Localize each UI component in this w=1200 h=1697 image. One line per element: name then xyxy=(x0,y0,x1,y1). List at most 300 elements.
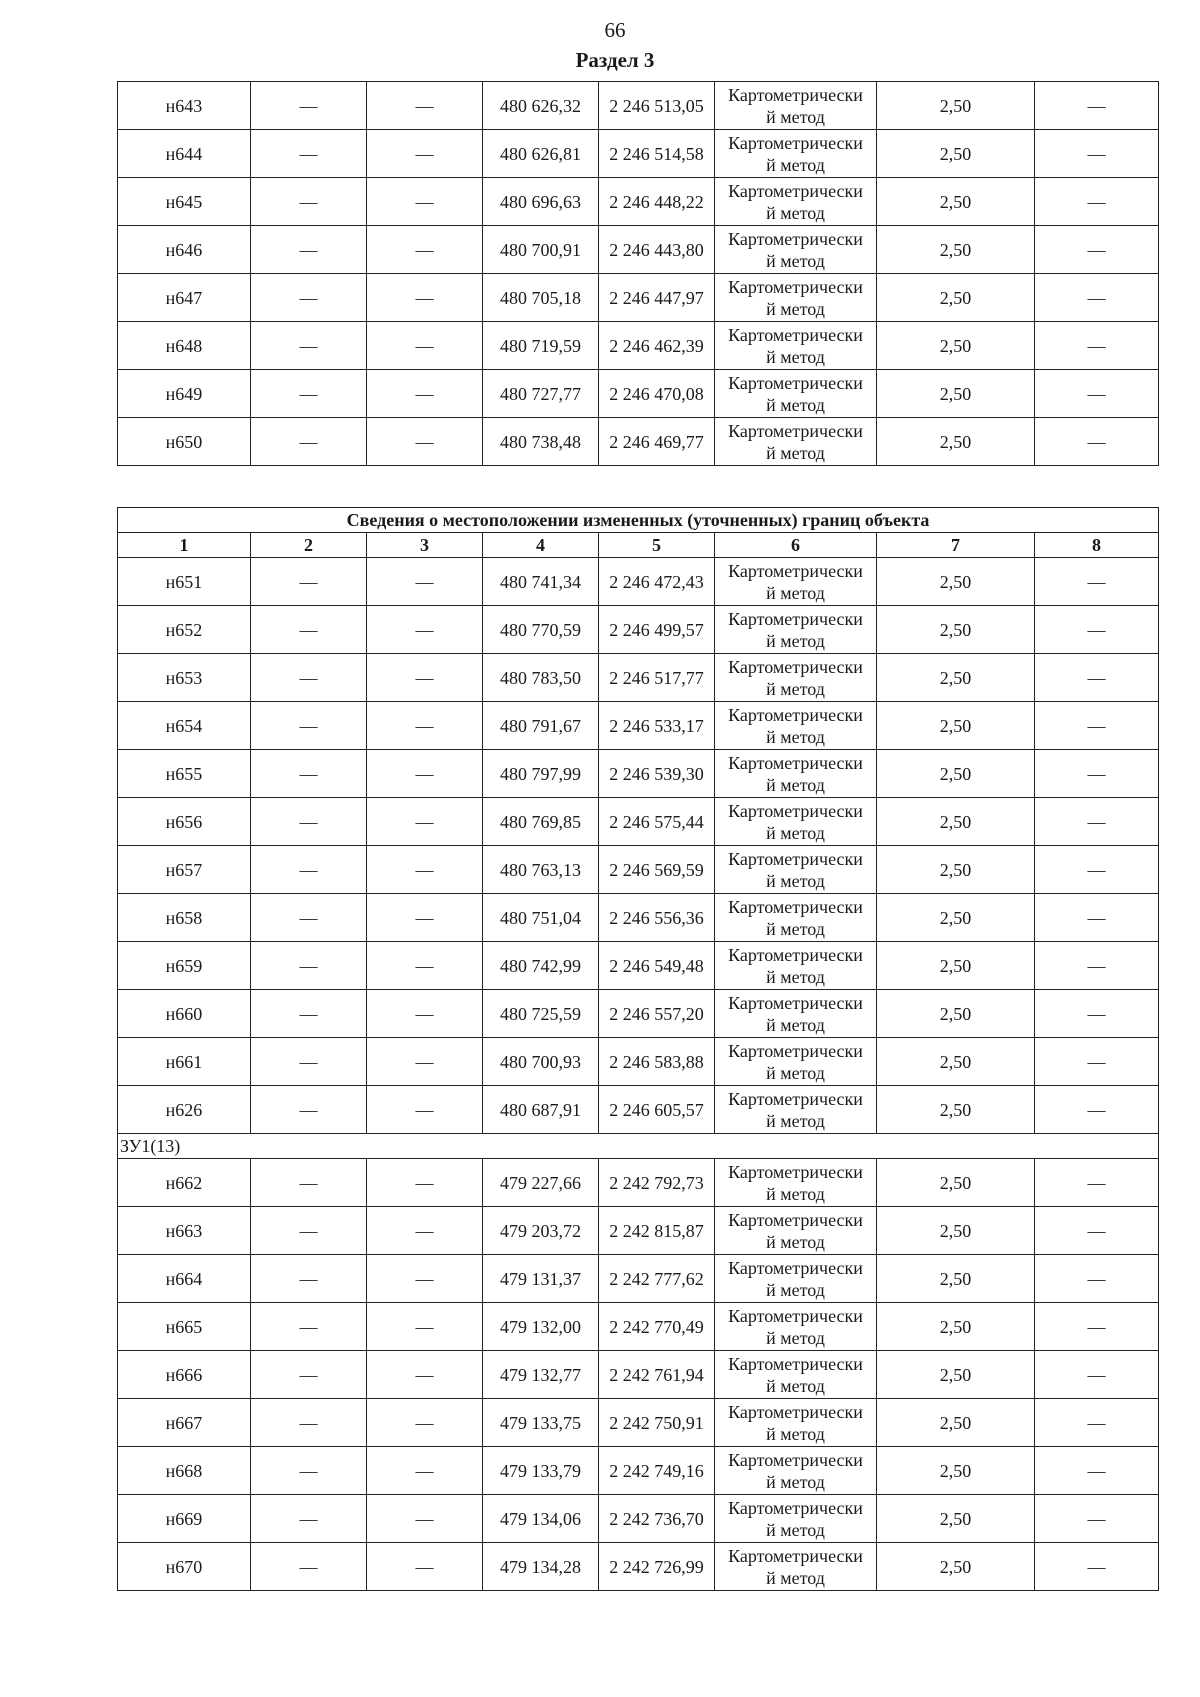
column-number: 6 xyxy=(715,533,877,558)
cell-coord-y: 2 246 569,59 xyxy=(599,846,715,894)
method-line-1: Картометрически xyxy=(728,324,863,345)
cell-accuracy: 2,50 xyxy=(877,178,1035,226)
cell-col-8: — xyxy=(1035,1447,1159,1495)
table-row xyxy=(118,1159,1159,1207)
section-title: Раздел 3 xyxy=(575,48,655,72)
method-line-1: Картометрически xyxy=(728,1449,863,1470)
cell-point-name: н670 xyxy=(118,1543,251,1591)
cell-coord-y: 2 246 447,97 xyxy=(599,274,715,322)
method-line-1: Картометрически xyxy=(728,1497,863,1518)
table-row xyxy=(118,130,1159,178)
cell-coord-x: 480 719,59 xyxy=(483,322,599,370)
cell-col-2: — xyxy=(251,654,367,702)
column-number: 2 xyxy=(251,533,367,558)
method-line-2: й метод xyxy=(766,346,825,367)
cell-method xyxy=(715,1255,877,1303)
cell-method xyxy=(715,1159,877,1207)
coordinates-table-body xyxy=(118,82,1159,466)
cell-point-name: н663 xyxy=(118,1207,251,1255)
cell-col-3: — xyxy=(367,702,483,750)
method-line-1: Картометрически xyxy=(728,1040,863,1061)
cell-col-2: — xyxy=(251,418,367,466)
method-line-2: й метод xyxy=(766,726,825,747)
coordinates-table-continued xyxy=(117,81,1159,466)
table-row xyxy=(118,1207,1159,1255)
cell-col-3: — xyxy=(367,846,483,894)
cell-accuracy: 2,50 xyxy=(877,274,1035,322)
cell-accuracy: 2,50 xyxy=(877,1399,1035,1447)
method-line-2: й метод xyxy=(766,822,825,843)
table-row xyxy=(118,418,1159,466)
cell-col-3: — xyxy=(367,226,483,274)
table-row xyxy=(118,370,1159,418)
method-line-2: й метод xyxy=(766,1062,825,1083)
cell-col-3: — xyxy=(367,418,483,466)
method-line-1: Картометрически xyxy=(728,372,863,393)
cell-coord-y: 2 246 469,77 xyxy=(599,418,715,466)
cell-col-2: — xyxy=(251,178,367,226)
table-row xyxy=(118,990,1159,1038)
cell-method xyxy=(715,1543,877,1591)
cell-col-3: — xyxy=(367,894,483,942)
cell-coord-y: 2 246 513,05 xyxy=(599,82,715,130)
cell-accuracy: 2,50 xyxy=(877,322,1035,370)
cell-coord-x: 479 132,77 xyxy=(483,1351,599,1399)
method-line-2: й метод xyxy=(766,1567,825,1588)
cell-accuracy: 2,50 xyxy=(877,226,1035,274)
boundary-table-body xyxy=(118,508,1159,1591)
cell-method xyxy=(715,418,877,466)
method-line-1: Картометрически xyxy=(728,752,863,773)
method-line-2: й метод xyxy=(766,1423,825,1444)
cell-coord-x: 480 727,77 xyxy=(483,370,599,418)
cell-method xyxy=(715,274,877,322)
cell-coord-y: 2 246 517,77 xyxy=(599,654,715,702)
cell-point-name: н652 xyxy=(118,606,251,654)
table-row xyxy=(118,1351,1159,1399)
cell-accuracy: 2,50 xyxy=(877,1351,1035,1399)
cell-method xyxy=(715,1351,877,1399)
cell-col-2: — xyxy=(251,130,367,178)
cell-coord-x: 479 134,28 xyxy=(483,1543,599,1591)
cell-col-3: — xyxy=(367,1038,483,1086)
cell-col-2: — xyxy=(251,370,367,418)
cell-accuracy: 2,50 xyxy=(877,606,1035,654)
column-number: 5 xyxy=(599,533,715,558)
cell-method xyxy=(715,1038,877,1086)
cell-point-name: н651 xyxy=(118,558,251,606)
cell-col-8: — xyxy=(1035,654,1159,702)
cell-accuracy: 2,50 xyxy=(877,702,1035,750)
cell-method xyxy=(715,942,877,990)
cell-col-3: — xyxy=(367,1086,483,1134)
cell-col-8: — xyxy=(1035,750,1159,798)
cell-point-name: н657 xyxy=(118,846,251,894)
method-line-2: й метод xyxy=(766,1519,825,1540)
cell-col-3: — xyxy=(367,1351,483,1399)
method-line-2: й метод xyxy=(766,154,825,175)
cell-coord-y: 2 246 462,39 xyxy=(599,322,715,370)
cell-col-2: — xyxy=(251,1543,367,1591)
cell-col-8: — xyxy=(1035,606,1159,654)
cell-col-3: — xyxy=(367,1447,483,1495)
cell-col-8: — xyxy=(1035,418,1159,466)
cell-point-name: н666 xyxy=(118,1351,251,1399)
cell-col-2: — xyxy=(251,846,367,894)
cell-point-name: н650 xyxy=(118,418,251,466)
cell-point-name: н660 xyxy=(118,990,251,1038)
cell-coord-y: 2 242 761,94 xyxy=(599,1351,715,1399)
cell-col-2: — xyxy=(251,894,367,942)
method-line-2: й метод xyxy=(766,678,825,699)
cell-col-8: — xyxy=(1035,82,1159,130)
method-line-1: Картометрически xyxy=(728,228,863,249)
cell-method xyxy=(715,1207,877,1255)
cell-coord-x: 480 700,93 xyxy=(483,1038,599,1086)
cell-method xyxy=(715,654,877,702)
cell-coord-x: 480 741,34 xyxy=(483,558,599,606)
cell-col-3: — xyxy=(367,750,483,798)
cell-coord-x: 480 769,85 xyxy=(483,798,599,846)
table-row xyxy=(118,654,1159,702)
cell-method xyxy=(715,702,877,750)
cell-coord-x: 480 700,91 xyxy=(483,226,599,274)
cell-col-8: — xyxy=(1035,702,1159,750)
cell-coord-x: 480 687,91 xyxy=(483,1086,599,1134)
method-line-2: й метод xyxy=(766,918,825,939)
cell-coord-y: 2 242 736,70 xyxy=(599,1495,715,1543)
table-row xyxy=(118,846,1159,894)
cell-method xyxy=(715,130,877,178)
method-line-1: Картометрически xyxy=(728,656,863,677)
cell-col-8: — xyxy=(1035,846,1159,894)
cell-col-8: — xyxy=(1035,274,1159,322)
method-line-2: й метод xyxy=(766,1375,825,1396)
cell-col-2: — xyxy=(251,322,367,370)
table-row xyxy=(118,702,1159,750)
cell-method xyxy=(715,1399,877,1447)
cell-col-2: — xyxy=(251,1159,367,1207)
cell-col-2: — xyxy=(251,1399,367,1447)
cell-col-2: — xyxy=(251,1495,367,1543)
cell-method xyxy=(715,1303,877,1351)
cell-point-name: н659 xyxy=(118,942,251,990)
table-row xyxy=(118,1303,1159,1351)
cell-coord-x: 480 626,32 xyxy=(483,82,599,130)
group-label: ЗУ1(13) xyxy=(118,1134,1159,1159)
cell-coord-y: 2 246 557,20 xyxy=(599,990,715,1038)
cell-col-8: — xyxy=(1035,1351,1159,1399)
method-line-2: й метод xyxy=(766,298,825,319)
cell-col-3: — xyxy=(367,274,483,322)
method-line-2: й метод xyxy=(766,966,825,987)
cell-accuracy: 2,50 xyxy=(877,370,1035,418)
cell-accuracy: 2,50 xyxy=(877,1495,1035,1543)
cell-coord-y: 2 246 583,88 xyxy=(599,1038,715,1086)
cell-accuracy: 2,50 xyxy=(877,990,1035,1038)
method-line-2: й метод xyxy=(766,870,825,891)
cell-accuracy: 2,50 xyxy=(877,558,1035,606)
cell-accuracy: 2,50 xyxy=(877,1207,1035,1255)
cell-point-name: н656 xyxy=(118,798,251,846)
cell-accuracy: 2,50 xyxy=(877,942,1035,990)
cell-col-8: — xyxy=(1035,370,1159,418)
cell-col-3: — xyxy=(367,558,483,606)
cell-accuracy: 2,50 xyxy=(877,846,1035,894)
cell-accuracy: 2,50 xyxy=(877,1159,1035,1207)
method-line-1: Картометрически xyxy=(728,132,863,153)
cell-method xyxy=(715,990,877,1038)
method-line-2: й метод xyxy=(766,442,825,463)
cell-col-2: — xyxy=(251,990,367,1038)
cell-col-8: — xyxy=(1035,1303,1159,1351)
cell-col-3: — xyxy=(367,606,483,654)
method-line-2: й метод xyxy=(766,1110,825,1131)
cell-method xyxy=(715,606,877,654)
cell-coord-y: 2 242 770,49 xyxy=(599,1303,715,1351)
table-row xyxy=(118,82,1159,130)
cell-method xyxy=(715,750,877,798)
cell-col-8: — xyxy=(1035,1399,1159,1447)
method-line-1: Картометрически xyxy=(728,1209,863,1230)
cell-col-8: — xyxy=(1035,1086,1159,1134)
column-number: 7 xyxy=(877,533,1035,558)
cell-col-2: — xyxy=(251,702,367,750)
cell-col-3: — xyxy=(367,798,483,846)
cell-coord-y: 2 246 556,36 xyxy=(599,894,715,942)
method-line-1: Картометрически xyxy=(728,1257,863,1278)
cell-col-3: — xyxy=(367,1543,483,1591)
cell-accuracy: 2,50 xyxy=(877,1255,1035,1303)
cell-col-2: — xyxy=(251,750,367,798)
cell-coord-y: 2 246 514,58 xyxy=(599,130,715,178)
method-line-2: й метод xyxy=(766,1327,825,1348)
method-line-2: й метод xyxy=(766,394,825,415)
table-caption-row xyxy=(118,508,1159,533)
cell-col-8: — xyxy=(1035,798,1159,846)
method-line-2: й метод xyxy=(766,250,825,271)
table-row xyxy=(118,798,1159,846)
table-row xyxy=(118,226,1159,274)
cell-col-8: — xyxy=(1035,558,1159,606)
cell-coord-y: 2 242 792,73 xyxy=(599,1159,715,1207)
cell-accuracy: 2,50 xyxy=(877,1303,1035,1351)
cell-coord-x: 480 696,63 xyxy=(483,178,599,226)
column-number: 1 xyxy=(118,533,251,558)
cell-col-3: — xyxy=(367,654,483,702)
table-row xyxy=(118,1086,1159,1134)
method-line-1: Картометрически xyxy=(728,276,863,297)
cell-point-name: н668 xyxy=(118,1447,251,1495)
method-line-1: Картометрически xyxy=(728,1401,863,1422)
cell-coord-x: 479 133,75 xyxy=(483,1399,599,1447)
cell-point-name: н669 xyxy=(118,1495,251,1543)
cell-col-8: — xyxy=(1035,178,1159,226)
cell-col-2: — xyxy=(251,1351,367,1399)
method-line-1: Картометрически xyxy=(728,944,863,965)
cell-col-3: — xyxy=(367,942,483,990)
method-line-1: Картометрически xyxy=(728,560,863,581)
method-line-2: й метод xyxy=(766,106,825,127)
cell-coord-y: 2 246 605,57 xyxy=(599,1086,715,1134)
cell-coord-x: 480 797,99 xyxy=(483,750,599,798)
cell-col-2: — xyxy=(251,82,367,130)
cell-col-8: — xyxy=(1035,1495,1159,1543)
cell-point-name: н645 xyxy=(118,178,251,226)
page-number: 66 xyxy=(604,18,626,42)
table-row xyxy=(118,1255,1159,1303)
method-line-2: й метод xyxy=(766,1279,825,1300)
cell-col-8: — xyxy=(1035,1255,1159,1303)
cell-point-name: н648 xyxy=(118,322,251,370)
cell-col-8: — xyxy=(1035,226,1159,274)
cell-point-name: н626 xyxy=(118,1086,251,1134)
method-line-1: Картометрически xyxy=(728,84,863,105)
method-line-2: й метод xyxy=(766,582,825,603)
cell-coord-x: 480 770,59 xyxy=(483,606,599,654)
method-line-1: Картометрически xyxy=(728,608,863,629)
column-numbers-row xyxy=(118,533,1159,558)
cell-coord-x: 480 763,13 xyxy=(483,846,599,894)
cell-col-3: — xyxy=(367,1399,483,1447)
cell-method xyxy=(715,1447,877,1495)
cell-coord-x: 479 134,06 xyxy=(483,1495,599,1543)
cell-coord-x: 480 783,50 xyxy=(483,654,599,702)
boundary-coordinates-table xyxy=(117,507,1159,1591)
cell-coord-y: 2 242 750,91 xyxy=(599,1399,715,1447)
method-line-1: Картометрически xyxy=(728,180,863,201)
table-row xyxy=(118,1447,1159,1495)
cell-coord-x: 480 626,81 xyxy=(483,130,599,178)
cell-coord-x: 480 791,67 xyxy=(483,702,599,750)
cell-col-8: — xyxy=(1035,322,1159,370)
table-caption: Сведения о местоположении измененных (уточненных) границ объекта xyxy=(118,508,1159,533)
cell-coord-y: 2 246 499,57 xyxy=(599,606,715,654)
cell-accuracy: 2,50 xyxy=(877,82,1035,130)
cell-method xyxy=(715,558,877,606)
cell-col-8: — xyxy=(1035,1038,1159,1086)
method-line-1: Картометрически xyxy=(728,420,863,441)
cell-coord-y: 2 246 448,22 xyxy=(599,178,715,226)
cell-point-name: н664 xyxy=(118,1255,251,1303)
column-number: 4 xyxy=(483,533,599,558)
table-row xyxy=(118,558,1159,606)
cell-point-name: н653 xyxy=(118,654,251,702)
cell-coord-x: 479 203,72 xyxy=(483,1207,599,1255)
cell-col-2: — xyxy=(251,226,367,274)
cell-col-2: — xyxy=(251,1303,367,1351)
cell-accuracy: 2,50 xyxy=(877,654,1035,702)
method-line-1: Картометрически xyxy=(728,704,863,725)
cell-col-3: — xyxy=(367,1255,483,1303)
cell-point-name: н647 xyxy=(118,274,251,322)
cell-coord-x: 480 751,04 xyxy=(483,894,599,942)
cell-col-8: — xyxy=(1035,942,1159,990)
cell-method xyxy=(715,798,877,846)
cell-col-3: — xyxy=(367,82,483,130)
method-line-1: Картометрически xyxy=(728,1161,863,1182)
column-number: 3 xyxy=(367,533,483,558)
cell-coord-y: 2 246 470,08 xyxy=(599,370,715,418)
cell-point-name: н654 xyxy=(118,702,251,750)
cell-accuracy: 2,50 xyxy=(877,1038,1035,1086)
cell-point-name: н643 xyxy=(118,82,251,130)
cell-col-2: — xyxy=(251,274,367,322)
method-line-2: й метод xyxy=(766,1231,825,1252)
cell-method xyxy=(715,82,877,130)
cell-col-2: — xyxy=(251,1038,367,1086)
cell-coord-x: 480 725,59 xyxy=(483,990,599,1038)
cell-col-3: — xyxy=(367,1159,483,1207)
cell-col-3: — xyxy=(367,1207,483,1255)
cell-coord-x: 479 227,66 xyxy=(483,1159,599,1207)
cell-coord-y: 2 242 815,87 xyxy=(599,1207,715,1255)
cell-col-8: — xyxy=(1035,990,1159,1038)
cell-coord-y: 2 242 726,99 xyxy=(599,1543,715,1591)
cell-coord-x: 479 132,00 xyxy=(483,1303,599,1351)
cell-col-3: — xyxy=(367,130,483,178)
cell-coord-y: 2 246 533,17 xyxy=(599,702,715,750)
method-line-1: Картометрически xyxy=(728,800,863,821)
cell-coord-y: 2 246 539,30 xyxy=(599,750,715,798)
method-line-1: Картометрически xyxy=(728,1305,863,1326)
cell-col-8: — xyxy=(1035,894,1159,942)
cell-col-2: — xyxy=(251,1086,367,1134)
table-row xyxy=(118,322,1159,370)
cell-col-3: — xyxy=(367,322,483,370)
cell-method xyxy=(715,846,877,894)
cell-col-2: — xyxy=(251,606,367,654)
method-line-2: й метод xyxy=(766,202,825,223)
cell-point-name: н646 xyxy=(118,226,251,274)
method-line-1: Картометрически xyxy=(728,848,863,869)
table-row xyxy=(118,942,1159,990)
cell-col-2: — xyxy=(251,558,367,606)
table-row xyxy=(118,606,1159,654)
cell-method xyxy=(715,178,877,226)
cell-col-2: — xyxy=(251,1255,367,1303)
cell-point-name: н644 xyxy=(118,130,251,178)
method-line-1: Картометрически xyxy=(728,896,863,917)
table-row xyxy=(118,1543,1159,1591)
cell-coord-x: 480 742,99 xyxy=(483,942,599,990)
table-row xyxy=(118,1038,1159,1086)
cell-coord-y: 2 246 472,43 xyxy=(599,558,715,606)
cell-col-3: — xyxy=(367,178,483,226)
cell-col-8: — xyxy=(1035,1543,1159,1591)
cell-col-3: — xyxy=(367,1303,483,1351)
method-line-1: Картометрически xyxy=(728,1545,863,1566)
cell-coord-x: 479 131,37 xyxy=(483,1255,599,1303)
cell-accuracy: 2,50 xyxy=(877,798,1035,846)
method-line-1: Картометрически xyxy=(728,1088,863,1109)
cell-accuracy: 2,50 xyxy=(877,1086,1035,1134)
cell-coord-y: 2 242 777,62 xyxy=(599,1255,715,1303)
cell-accuracy: 2,50 xyxy=(877,750,1035,798)
cell-coord-x: 479 133,79 xyxy=(483,1447,599,1495)
cell-col-2: — xyxy=(251,1447,367,1495)
cell-method xyxy=(715,1086,877,1134)
cell-point-name: н661 xyxy=(118,1038,251,1086)
cell-col-3: — xyxy=(367,370,483,418)
table-row xyxy=(118,274,1159,322)
cell-method xyxy=(715,370,877,418)
cell-coord-y: 2 246 549,48 xyxy=(599,942,715,990)
cell-col-8: — xyxy=(1035,1207,1159,1255)
cell-col-3: — xyxy=(367,1495,483,1543)
cell-accuracy: 2,50 xyxy=(877,894,1035,942)
cell-point-name: н655 xyxy=(118,750,251,798)
